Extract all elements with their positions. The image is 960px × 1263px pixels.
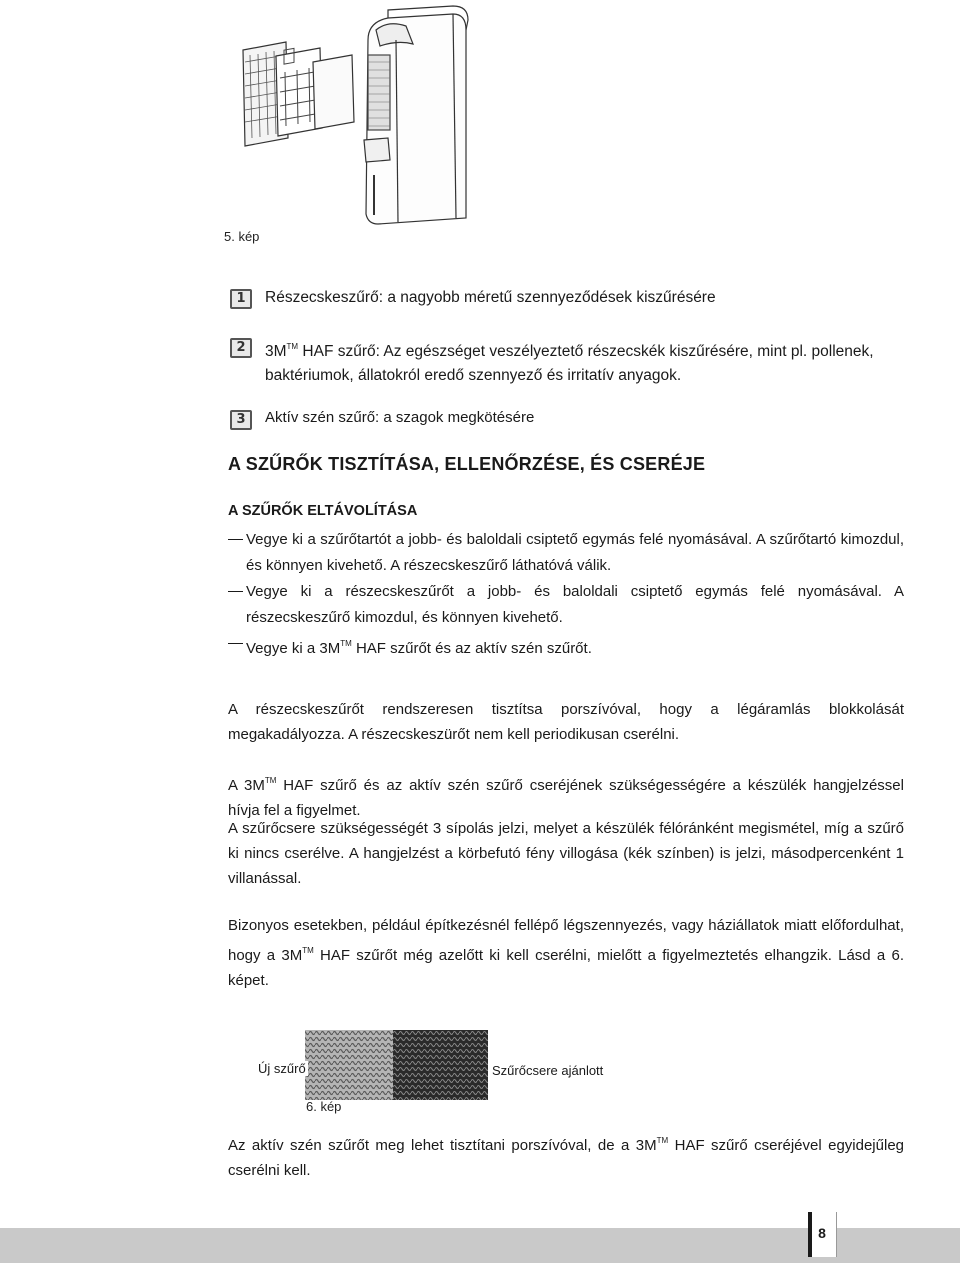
dash-bullet (228, 539, 243, 540)
dash-bullet (228, 643, 243, 644)
figure-5-caption: 5. kép (224, 229, 260, 244)
number-2-icon: 2 (230, 338, 252, 358)
paragraph-replacement-signal: A 3M™ HAF szűrő és az aktív szén szűrő cseréjének szükségességére a készülék hangjelzéssel hívja fel a figyelmet. (228, 776, 904, 819)
section-heading: A SZŰRŐK TISZTÍTÁSA, ELLENŐRZÉSE, ÉS CSERÉJE (228, 454, 706, 474)
page-number: 8 (818, 1225, 826, 1241)
filter-item-1-text: Részecskeszűrő: a nagyobb méretű szennyeződések kiszűrésére (265, 289, 716, 306)
filter-item-2-text: 3M™ HAF szűrő: Az egészséget veszélyeztető részecskék kiszűrésére, mint pl. pollenek, baktériumok, állatokról eredő szennyező és irritatív anyagok. (265, 342, 874, 384)
dash-bullet (228, 591, 243, 592)
new-filter-label: Új szűrő (258, 1061, 306, 1076)
figure-6-caption: 6. kép (306, 1099, 342, 1114)
paragraph-beep-signal: A szűrőcsere szükségességét 3 sípolás jelzi, melyet a készülék félóránként megismétel, míg a szűrő ki nincs cserélve. A hangjelzést a körbefutó fény villogása (kék színben) is jelzi, másodpercenként 1 villanással. (228, 820, 904, 887)
paragraph-carbon-cleaning: Az aktív szén szűrőt meg lehet tisztítani porszívóval, de a 3M™ HAF szűrő cseréjével egyidejűleg cserélni kell. (228, 1136, 905, 1179)
removal-step-3: Vegye ki a 3M™ HAF szűrőt és az aktív szén szűrőt. (228, 631, 904, 662)
number-3-icon: 3 (230, 410, 252, 430)
paragraph-cleaning: A részecskeszűrőt rendszeresen tisztítsa porszívóval, hogy a légáramlás blokkolását megakadályozza. A részecskeszürőt nem kell periodikusan cserélni. (228, 701, 904, 743)
paragraph-early-replacement: Bizonyos esetekben, például építkezésnél fellépő légszennyezés, vagy háziállatok miatt előfordulhat, hogy a 3M™ HAF szűrőt még azelőtt ki kell cserélni, mielőtt a figyelmeztetés elhangzik. Lásd a 6. képet. (228, 917, 904, 989)
replace-filter-label: Szűrőcsere ajánlott (492, 1063, 604, 1078)
removal-step-1: Vegye ki a szűrőtartót a jobb- és baloldali csiptető egymás felé nyomásával. A szűrőtartó kimozdul, és könnyen kivehető. A részecskeszűrő láthatóvá válik. (228, 527, 904, 579)
subsection-heading: A SZŰRŐK ELTÁVOLÍTÁSA (228, 503, 418, 519)
number-1-icon: 1 (230, 289, 252, 309)
device-filter-exploded-illustration (228, 0, 488, 245)
filter-item-3-text: Aktív szén szűrő: a szagok megkötésére (265, 409, 535, 426)
removal-step-2: Vegye ki a részecskeszűrőt a jobb- és baloldali csiptető egymás felé nyomásával. A részecskeszűrő kimozdul, és könnyen kivehető. (228, 579, 904, 631)
